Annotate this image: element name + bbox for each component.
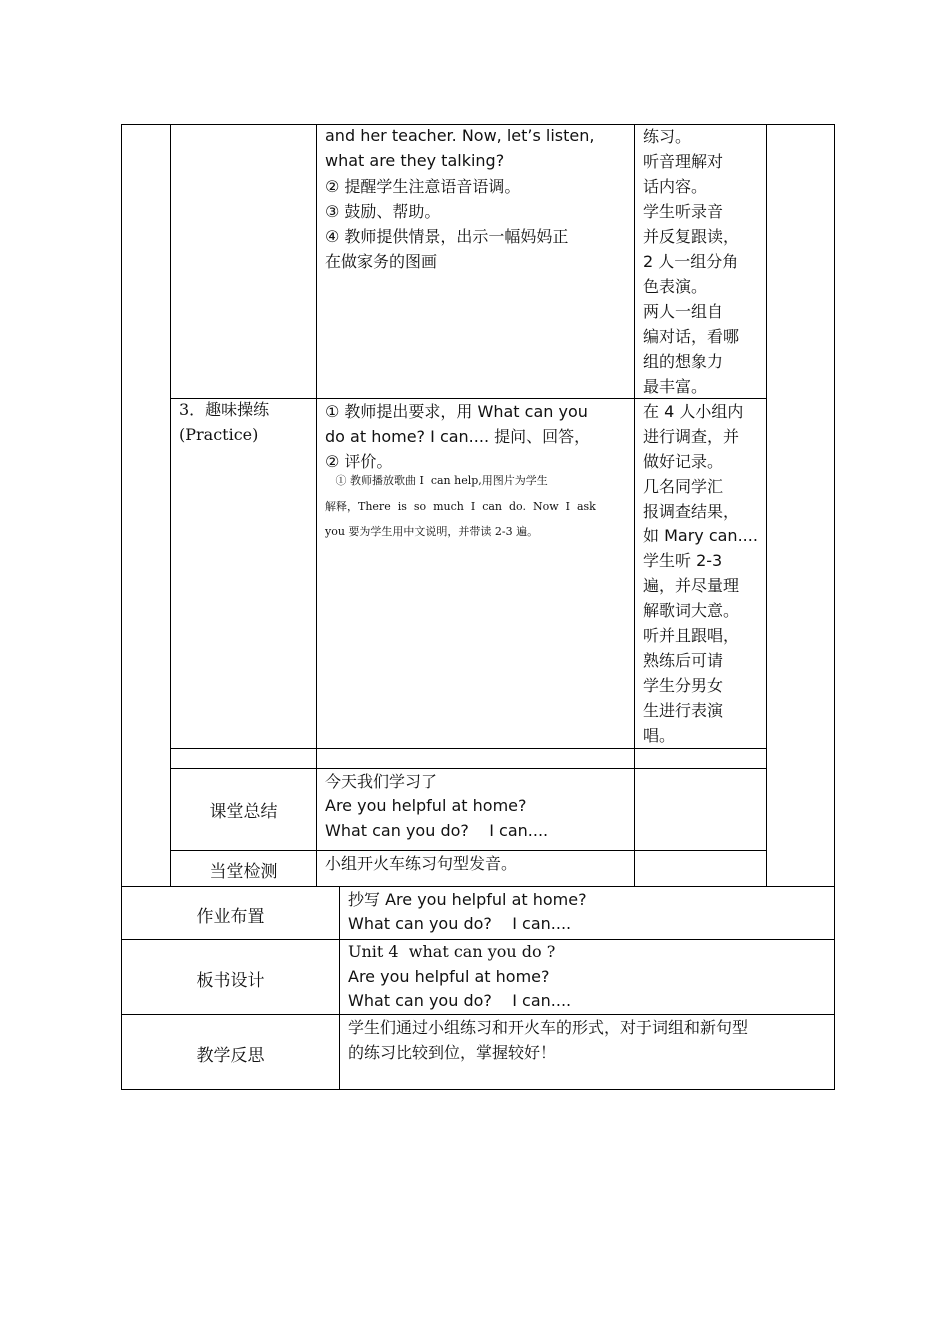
text-line: 两人一组自	[643, 302, 724, 321]
text-line: 抄写 Are you helpful at home?	[348, 890, 587, 909]
small-text-line: ① 教师播放歌曲 I can help,用图片为学生	[325, 474, 548, 487]
text-line: ② 提醒学生注意语音语调。	[325, 177, 521, 196]
step-title: 3．趣味操练	[179, 400, 270, 419]
text-line: What can you do? I can....	[348, 991, 572, 1010]
text-line: ① 教师提出要求，用 What can you	[325, 402, 588, 421]
text-line: ④ 教师提供情景，出示一幅妈妈正	[325, 227, 569, 246]
text-line: ③ 鼓励、帮助。	[325, 202, 441, 221]
text-line: 听并且跟唱，	[643, 626, 740, 645]
text-line: 编对话，看哪	[643, 327, 740, 346]
text-line: 进行调查，并	[643, 427, 740, 446]
text-line: 学生分男女	[643, 676, 724, 695]
column-divider	[339, 886, 340, 1090]
step-subtitle: (Practice)	[179, 425, 259, 444]
board-design-label: 板书设计	[196, 971, 265, 991]
text-line: do at home? I can.... 提问、回答，	[325, 427, 591, 446]
check-label: 当堂检测	[209, 862, 278, 882]
text-line: 的练习比较到位，掌握较好！	[348, 1043, 557, 1062]
column-divider	[316, 124, 317, 886]
text-line: 几名同学汇	[643, 477, 724, 496]
text-line: what are they talking?	[325, 151, 505, 170]
text-line: 练习。	[643, 127, 692, 146]
text-line: 解歌词大意。	[643, 601, 740, 620]
text-line: 学生们通过小组练习和开火车的形式，对于词组和新句型	[348, 1018, 749, 1037]
text-line: Unit 4 what can you do ?	[348, 942, 556, 961]
table-border-right	[834, 886, 835, 1090]
text-line: 组的想象力	[643, 352, 724, 371]
column-divider	[170, 124, 171, 886]
text-line: 在做家务的图画	[325, 252, 438, 271]
text-line: What can you do? I can....	[325, 821, 549, 840]
text-line: 如 Mary can....	[643, 526, 758, 545]
table-border-bottom	[121, 1089, 835, 1090]
row-divider	[170, 748, 767, 749]
column-divider	[766, 124, 767, 886]
text-line: and her teacher. Now, let’s listen,	[325, 126, 595, 145]
small-text-line: you 要为学生用中文说明，并带读 2-3 遍。	[325, 525, 539, 538]
table-border-left	[121, 124, 122, 886]
text-line: 学生听录音	[643, 202, 724, 221]
summary-label: 课堂总结	[209, 802, 278, 822]
text-line: Are you helpful at home?	[348, 967, 550, 986]
text-line: What can you do? I can....	[348, 914, 572, 933]
text-line: 熟练后可请	[643, 651, 724, 670]
text-line: 话内容。	[643, 177, 708, 196]
text-line: 遍，并尽量理	[643, 576, 740, 595]
text-line: 做好记录。	[643, 452, 724, 471]
text-line: 报调查结果，	[643, 502, 740, 521]
homework-label: 作业布置	[196, 907, 265, 927]
text-line: 2 人一组分角	[643, 252, 739, 271]
text-line: 学生听 2-3	[643, 551, 723, 570]
reflection-label: 教学反思	[196, 1046, 265, 1066]
text-line: 并反复跟读，	[643, 227, 740, 246]
text-line: ② 评价。	[325, 452, 393, 471]
text-line: 最丰富。	[643, 377, 708, 396]
table-border-right	[834, 124, 835, 886]
row-divider	[170, 768, 767, 769]
text-line: Are you helpful at home?	[325, 796, 527, 815]
text-line: 色表演。	[643, 277, 708, 296]
text-line: 今天我们学习了	[325, 772, 438, 791]
column-divider	[634, 124, 635, 886]
text-line: 在 4 人小组内	[643, 402, 744, 421]
text-line: 唱。	[643, 726, 676, 745]
small-text-line: 解释，There is so much I can do. Now I ask	[325, 500, 596, 513]
text-line: 生进行表演	[643, 701, 724, 720]
text-line: 听音理解对	[643, 152, 724, 171]
text-line: 小组开火车练习句型发音。	[325, 854, 518, 873]
